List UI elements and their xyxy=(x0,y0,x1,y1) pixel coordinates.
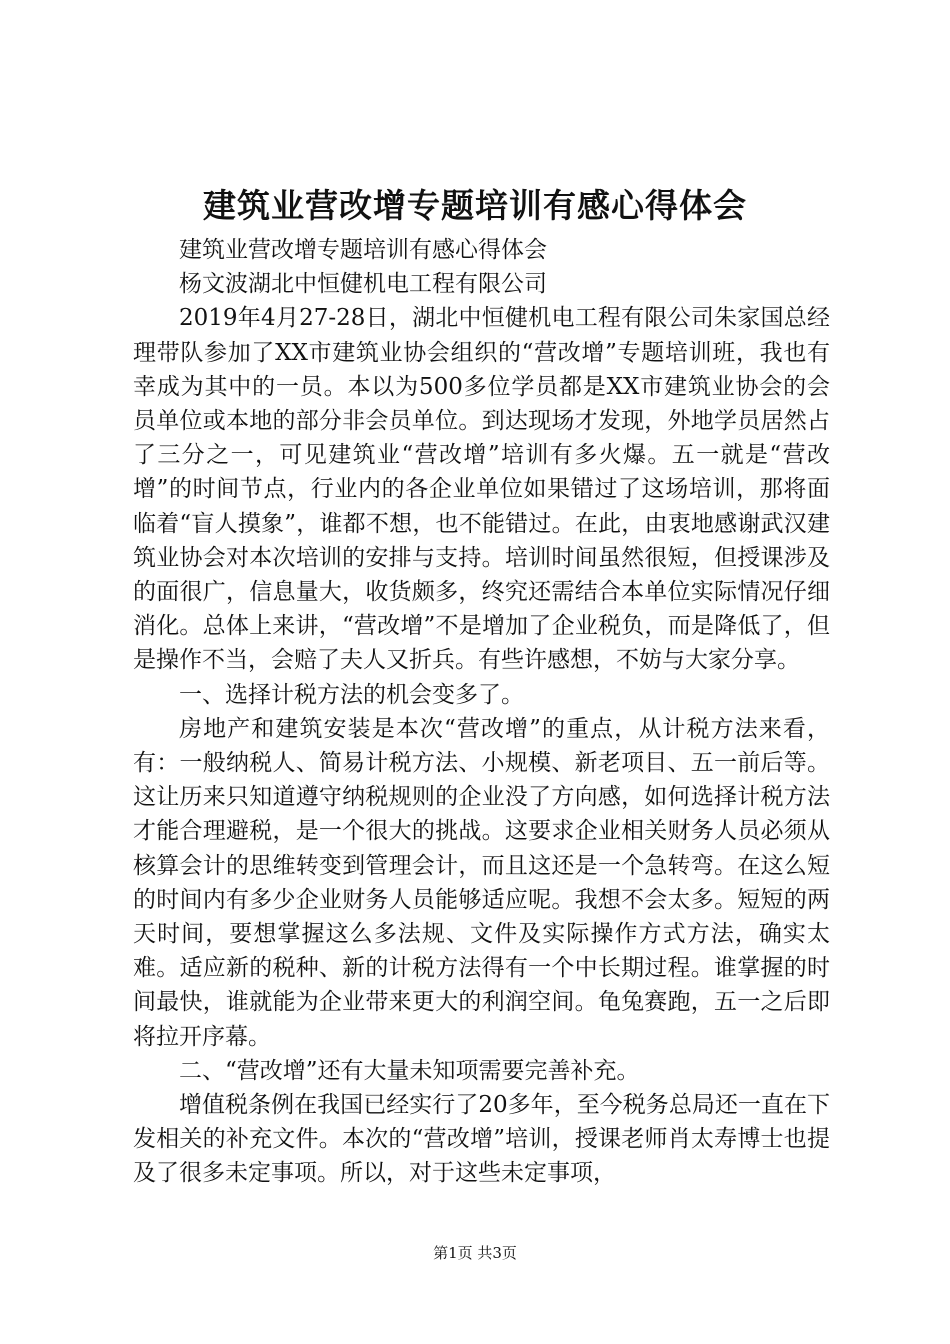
document-body xyxy=(133,233,830,1191)
author-line: 杨文波湖北中恒健机电工程有限公司 xyxy=(179,271,547,298)
subtitle-line: 建筑业营改增专题培训有感心得体会 xyxy=(179,237,547,263)
section-heading: 二、“营改增”还有大量未知项需要完善补充。 xyxy=(179,1057,640,1084)
section-heading: 一、选择计税方法的机会变多了。 xyxy=(179,681,524,708)
body-paragraph: 房地产和建筑安装是本次“营改增”的重点，从计税方法来看，有：一般纳税人、简易计税方法、小规模、新老项目、五一前后等。这让历来只知道遵守纳税规则的企业没了方向感，如何选择计税方法才能合理避税，是一个很大的挑战。这要求企业相关财务人员必须从核算会计的思维转变到管理会计，而且这还是一个急转弯。在这么短的时间内有多少企业财务人员能够适应呢。我想不会太多。短短的两天时间，要想掌握这么多法规、文件及实际操作方式方法，确实太难。适应新的税种、新的计税方法得有一个中长期过程。谁掌握的时间最快，谁就能为企业带来更大的利润空间。龟兔赛跑，五一之后即将拉开序幕。 xyxy=(133,715,830,1050)
document-title: 建筑业营改增专题培训有感心得体会 xyxy=(203,186,747,225)
page-footer: 第1页 共3页 xyxy=(433,1244,517,1262)
body-paragraph: 2019年4月27-28日，湖北中恒健机电工程有限公司朱家国总经理带队参加了XX市建筑业协会组织的“营改增”专题培训班，我也有幸成为其中的一员。本以为500多位学员都是XX市建筑业协会的会员单位或本地的部分非会员单位。到达现场才发现，外地学员居然占了三分之一，可见建筑业“营改增”培训有多火爆。五一就是“营改增”的时间节点，行业内的各企业单位如果错过了这场培训，那将面临着“盲人摸象”，谁都不想，也不能错过。在此，由衷地感谢武汉建筑业协会对本次培训的安排与支持。培训时间虽然很短，但授课涉及的面很广，信息量大，收货颇多，终究还需结合本单位实际情况仔细消化。总体上来讲，“营改增”不是增加了企业税负，而是降低了，但是操作不当，会赔了夫人又折兵。有些许感想，不妨与大家分享。 xyxy=(133,305,830,674)
body-paragraph: 增值税条例在我国已经实行了20多年，至今税务总局还一直在下发相关的补充文件。本次的“营改增”培训，授课老师肖太寿博士也提及了很多未定事项。所以，对于这些未定事项， xyxy=(133,1092,830,1187)
